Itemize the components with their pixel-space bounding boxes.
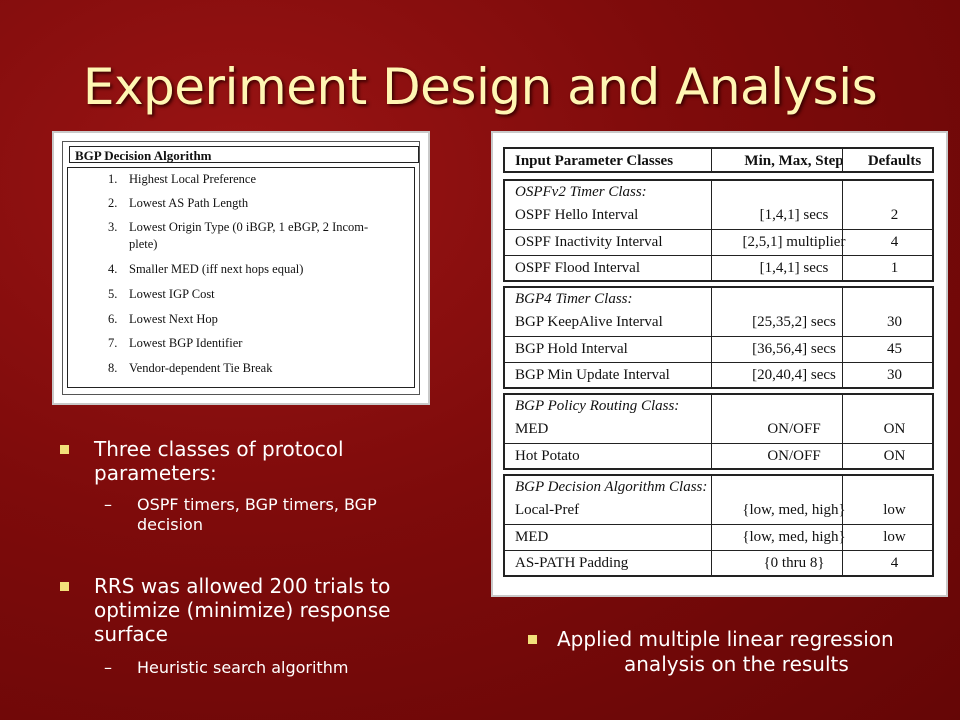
bullet-text: surface [94,622,168,646]
header-cell: Defaults [867,153,922,169]
algorithm-box [62,141,420,395]
parameter-table-figure [491,131,948,597]
bullet-icon [60,445,69,454]
table-row: BGP KeepAlive Interval [25,35,2] secs 30 [515,314,902,330]
slide-title: Experiment Design and Analysis [82,58,878,116]
table-row: BGP Min Update Interval [20,40,4] secs 30 [505,362,932,388]
group-title: OSPFv2 Timer Class: [515,184,647,200]
bullet-icon [60,582,69,591]
table-row: MED {low, med, high} low [505,524,932,550]
header-cell: Input Parameter Classes [515,153,674,169]
bullet-text: optimize (minimize) response [94,598,391,622]
algorithm-list: 1. Highest Local Preference 2. Lowest AS Path Length 3. Lowest Origin Type (0 iBGP, 1 eBGP, 2 Incom- plete) 4. Smaller MED (iff next hops equal) 5. Lowest IGP Cost 6. Lowest Next Hop 7. Lowest BGP Identifier 8. Vendor-dependent Tie Break [67,167,415,388]
table-row: BGP Hold Interval [36,56,4] secs 45 [505,336,932,362]
sub-bullet-text: decision [137,515,203,534]
header-cell: Min, Max, Step [744,153,844,169]
sub-bullet-text: OSPF timers, BGP timers, BGP [137,495,377,514]
table-group [503,179,934,282]
dash-icon: – [104,658,112,677]
group-title: BGP Decision Algorithm Class: [515,479,708,495]
group-title: BGP Policy Routing Class: [515,398,680,414]
table-row: MED ON/OFF ON [515,421,906,437]
bullet-icon [528,635,537,644]
bullet-text: RRS was allowed 200 trials to [94,574,391,598]
table-row: AS-PATH Padding {0 thru 8} 4 [505,550,932,576]
sub-bullet-text: Heuristic search algorithm [137,658,349,677]
table-row: OSPF Hello Interval [1,4,1] secs 2 [515,207,899,223]
table-row: Hot Potato ON/OFF ON [505,443,932,469]
dash-icon: – [104,495,112,514]
table-row: OSPF Flood Interval [1,4,1] secs 1 [505,255,932,281]
bullet-text: parameters: [94,461,217,485]
table-group [503,393,934,470]
bgp-algorithm-figure [52,131,430,405]
algorithm-header: BGP Decision Algorithm [69,146,419,163]
table-row: OSPF Inactivity Interval [2,5,1] multiplier 4 [505,229,932,255]
table-header [503,147,934,173]
bullet-text: Applied multiple linear regression [557,627,894,651]
group-title: BGP4 Timer Class: [515,291,633,307]
table-group [503,474,934,577]
table-group [503,286,934,389]
bullet-text: Three classes of protocol [94,437,344,461]
bullet-text: analysis on the results [624,652,849,676]
table-row: Local-Pref {low, med, high} low [515,502,906,518]
